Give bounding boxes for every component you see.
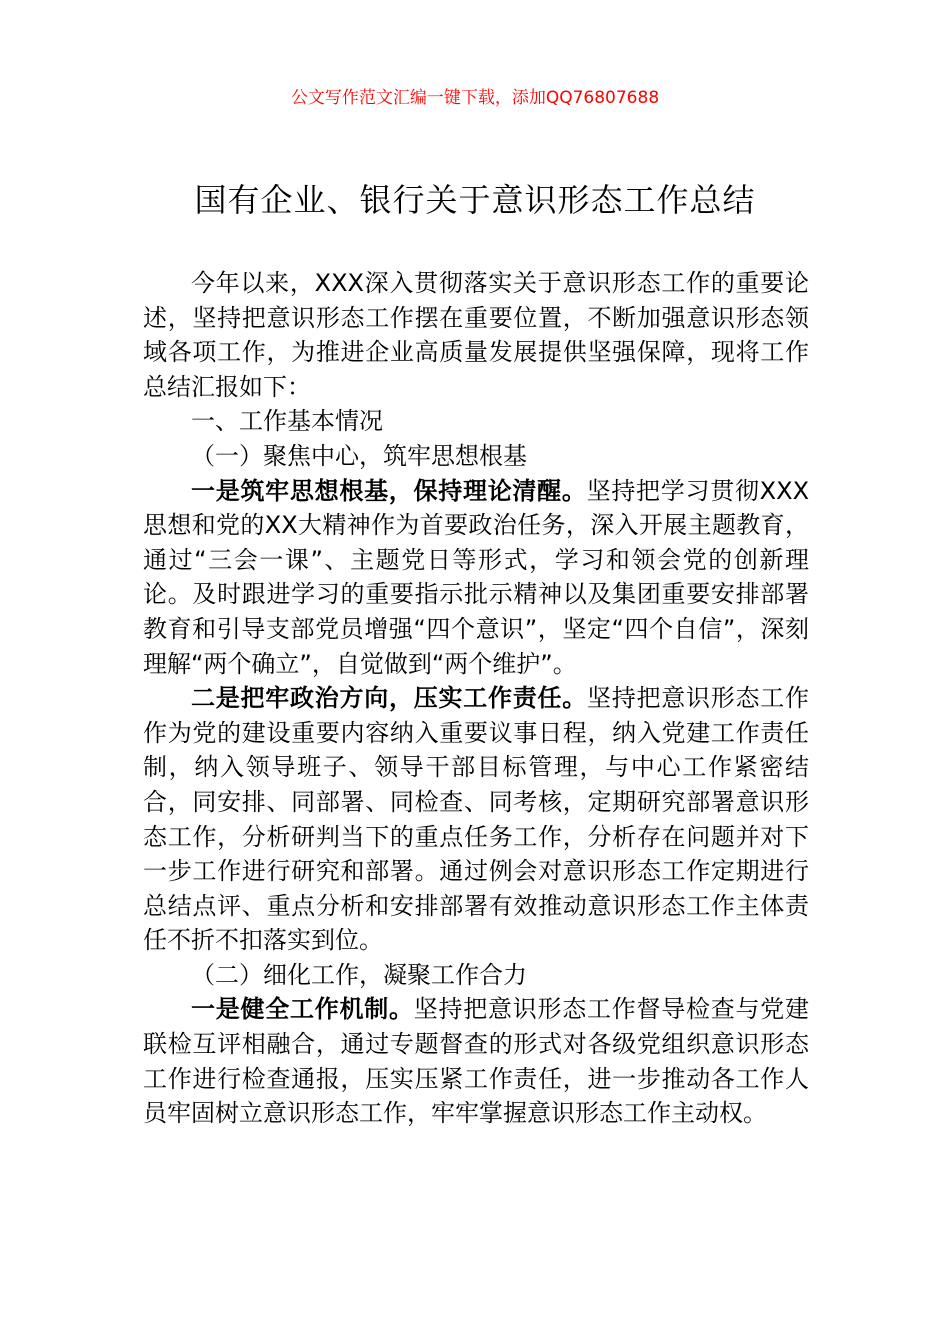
paragraph-point-1: 一是筑牢思想根基，保持理论清醒。坚持把学习贯彻XXX思想和党的XX大精神作为首要政治任务，深入开展主题教育，通过“三会一课”、主题党日等形式，学习和领会党的创新理论。及时跟进学习的重要指示批示精神以及集团重要安排部署教育和引导支部党员增强“四个意识”，坚定“四个自信”，深刻理解“两个确立”，自觉做到“两个维护”。 [143, 476, 810, 678]
paragraph-intro: 今年以来，XXX深入贯彻落实关于意识形态工作的重要论述，坚持把意识形态工作摆在重要位置，不断加强意识形态领域各项工作，为推进企业高质量发展提供坚强保障，现将工作总结汇报如下： [143, 269, 809, 401]
paragraph-point-3: 一是健全工作机制。坚持把意识形态工作督导检查与党建联检互评相融合，通过专题督查的形式对各级党组织意识形态工作进行检查通报，压实压紧工作责任，进一步推动各工作人员牢固树立意识形态工作，牢牢掌握意识形态工作主动权。 [143, 995, 809, 1128]
subsection-heading-1: （一）聚焦中心，筑牢思想根基 [191, 441, 527, 470]
document-body [143, 266, 809, 1131]
document-title: 国有企业、银行关于意识形态工作总结 [194, 181, 756, 219]
point-3-lead: 一是健全工作机制。 [191, 995, 414, 1024]
point-1-lead: 一是筑牢思想根基，保持理论清醒。 [191, 476, 587, 505]
download-banner: 公文写作范文汇编一键下载，添加QQ76807688 [290, 88, 660, 108]
point-2-lead: 二是把牢政治方向，压实工作责任。 [191, 684, 587, 713]
subsection-heading-2: （二）细化工作，凝聚工作合力 [191, 960, 527, 989]
paragraph-point-2: 二是把牢政治方向，压实工作责任。坚持把意识形态工作作为党的建设重要内容纳入重要议事日程，纳入党建工作责任制，纳入领导班子、领导干部目标管理，与中心工作紧密结合，同安排、同部署、同检查、同考核，定期研究部署意识形态工作，分析研判当下的重点任务工作，分析存在问题并对下一步工作进行研究和部署。通过例会对意识形态工作定期进行总结点评、重点分析和安排部署有效推动意识形态工作主体责任不折不扣落实到位。 [143, 684, 809, 955]
section-heading-1: 一、工作基本情况 [191, 407, 383, 436]
